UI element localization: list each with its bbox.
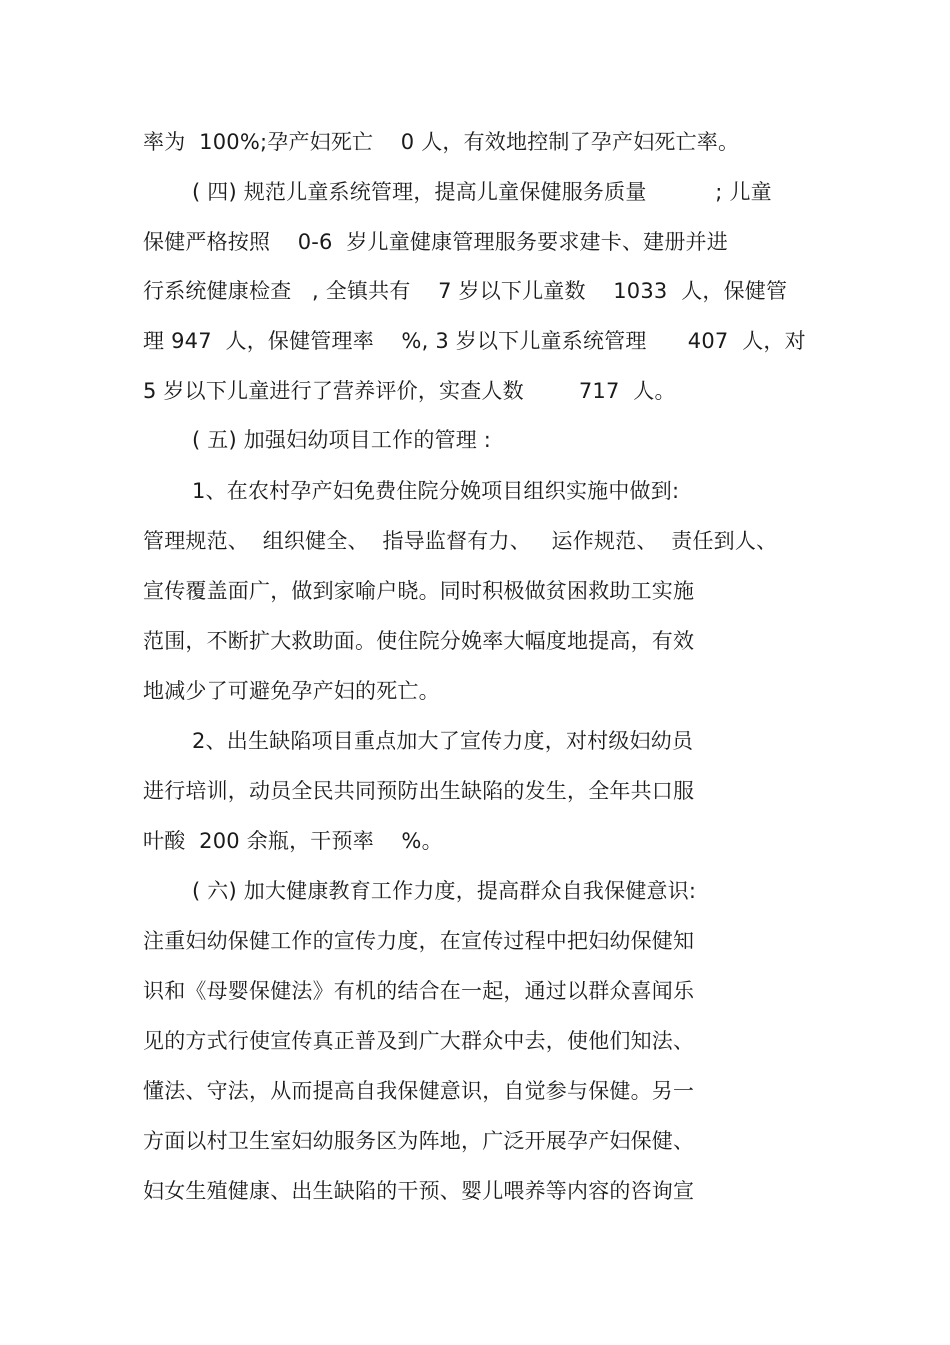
text-line: 范围，不断扩大救助面。使住院分娩率大幅度地提高，有效 bbox=[143, 629, 695, 653]
text-line: 理 947 人，保健管理率 %, 3 岁以下儿童系统管理 407 人，对 bbox=[143, 329, 806, 353]
text-line: 懂法、守法，从而提高自我保健意识，自觉参与保健。另一 bbox=[143, 1079, 695, 1103]
section-heading-6: ( 六) 加大健康教育工作力度，提高群众自我保健意识: bbox=[192, 879, 697, 903]
text-line: 宣传覆盖面广，做到家喻户晓。同时积极做贫困救助工实施 bbox=[143, 579, 695, 603]
text-line: 保健严格按照 0-6 岁儿童健康管理服务要求建卡、建册并进 bbox=[143, 230, 728, 254]
list-item-2: 2、出生缺陷项目重点加大了宣传力度，对村级妇幼员 bbox=[192, 729, 694, 753]
text-line: 5 岁以下儿童进行了营养评价，实查人数 717 人。 bbox=[143, 379, 676, 403]
text-line: 见的方式行使宣传真正普及到广大群众中去，使他们知法、 bbox=[143, 1029, 695, 1053]
section-heading-5: ( 五) 加强妇幼项目工作的管理 : bbox=[192, 428, 492, 452]
text-line: 行系统健康检查 , 全镇共有 7 岁以下儿童数 1033 人，保健管 bbox=[143, 279, 788, 303]
text-line: 叶酸 200 余瓶，干预率 %。 bbox=[143, 829, 443, 853]
section-heading-4: ( 四) 规范儿童系统管理，提高儿童保健服务质量 ; 儿童 bbox=[192, 180, 772, 204]
text-line: 地减少了可避免孕产妇的死亡。 bbox=[143, 679, 440, 703]
text-line: 方面以村卫生室妇幼服务区为阵地，广泛开展孕产妇保健、 bbox=[143, 1129, 695, 1153]
text-line: 管理规范、 组织健全、 指导监督有力、 运作规范、 责任到人、 bbox=[143, 529, 778, 553]
text-line: 妇女生殖健康、出生缺陷的干预、婴儿喂养等内容的咨询宣 bbox=[143, 1179, 695, 1203]
list-item-1: 1、在农村孕产妇免费住院分娩项目组织实施中做到: bbox=[192, 479, 680, 503]
text-line: 进行培训，动员全民共同预防出生缺陷的发生，全年共口服 bbox=[143, 779, 695, 803]
text-line: 率为 100%;孕产妇死亡 0 人，有效地控制了孕产妇死亡率。 bbox=[143, 130, 740, 154]
text-line: 识和《母婴保健法》有机的结合在一起，通过以群众喜闻乐 bbox=[143, 979, 695, 1003]
text-line: 注重妇幼保健工作的宣传力度，在宣传过程中把妇幼保健知 bbox=[143, 929, 695, 953]
